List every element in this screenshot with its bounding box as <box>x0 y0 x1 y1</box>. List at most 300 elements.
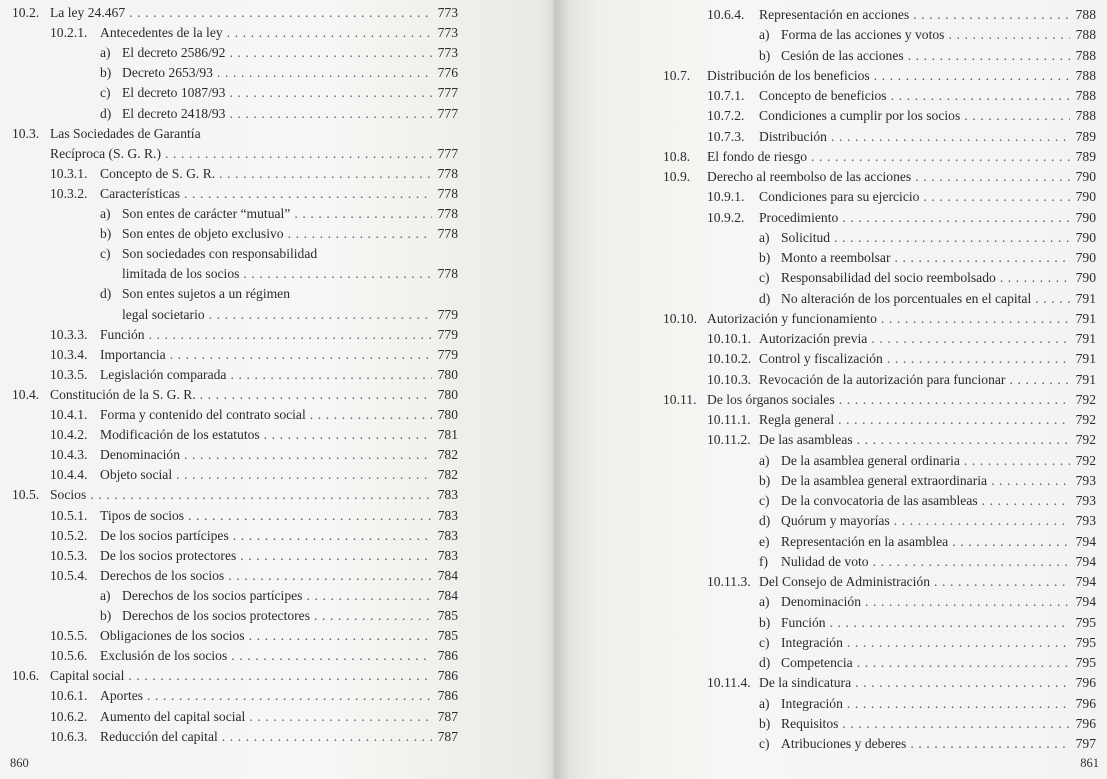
toc-entry-number: b) <box>759 472 771 488</box>
toc-entry-number: 10.9. <box>663 169 691 184</box>
toc-entry-page: 783 <box>437 547 458 563</box>
toc-entry <box>12 707 458 727</box>
toc-entry-title: Integración <box>781 634 843 650</box>
toc-leader-dots <box>831 127 1070 147</box>
toc-leader-dots <box>839 390 1070 410</box>
toc-entry-number: 10.3. <box>12 125 40 141</box>
toc-entry <box>12 566 458 586</box>
toc-entry-title: La ley 24.467 <box>50 5 126 20</box>
toc-entry-page: 773 <box>437 45 458 61</box>
toc-entry-page: 778 <box>437 266 458 282</box>
toc-entry <box>663 471 1096 491</box>
toc-entry-title: Decreto 2653/93 <box>122 65 213 81</box>
toc-entry-number: 10.6. <box>12 668 40 684</box>
toc-leader-dots <box>874 66 1070 86</box>
toc-entry <box>663 289 1096 309</box>
left-page <box>0 0 553 779</box>
toc-entry-title: El decreto 2586/92 <box>122 45 226 61</box>
toc-leader-dots <box>230 365 432 385</box>
toc-entry <box>12 727 458 747</box>
toc-entry-page: 779 <box>437 346 458 362</box>
toc-entry <box>663 329 1096 349</box>
toc-entry-page: 791 <box>1075 371 1096 387</box>
toc-entry <box>12 546 458 566</box>
toc-leader-dots <box>1000 268 1070 288</box>
toc-entry <box>663 734 1096 754</box>
toc-entry-number: 10.7.1. <box>707 88 745 103</box>
page-number-right: 861 <box>1080 756 1099 770</box>
toc-entry-title: Constitución de la S. G. R. <box>50 386 196 402</box>
toc-entry-title: Concepto de beneficios <box>759 88 887 103</box>
toc-entry-title: Recíproca (S. G. R.) <box>50 145 161 161</box>
toc-entry <box>663 592 1096 612</box>
toc-entry <box>663 106 1096 126</box>
toc-entry-page: 788 <box>1075 27 1096 43</box>
toc-entry <box>12 405 458 425</box>
toc-entry-page: 788 <box>1075 108 1096 124</box>
toc-entry-number: d) <box>100 286 112 302</box>
toc-entry <box>663 511 1096 531</box>
toc-entry-number: c) <box>759 270 770 286</box>
toc-entry <box>663 208 1096 228</box>
toc-entry-page: 791 <box>1075 351 1096 367</box>
toc-entry-number: a) <box>100 45 111 61</box>
toc-entry-title: Aumento del capital social <box>100 708 246 724</box>
toc-leader-dots <box>1035 289 1070 309</box>
toc-entry-title: Función <box>100 326 145 342</box>
toc-leader-dots <box>229 104 432 124</box>
toc-entry-page: 785 <box>437 628 458 644</box>
toc-entry <box>12 124 458 144</box>
toc-entry-title: Derechos de los socios partícipes <box>122 587 303 603</box>
toc-entry-title: legal societario <box>122 306 205 322</box>
toc-entry <box>663 410 1096 430</box>
toc-entry-page: 789 <box>1075 148 1096 164</box>
toc-entry-page: 778 <box>437 165 458 181</box>
toc-entry-page: 797 <box>1075 736 1096 751</box>
toc-entry-title: Nulidad de voto <box>781 553 869 569</box>
toc-entry <box>663 86 1096 106</box>
toc-entry-title: Exclusión de los socios <box>100 648 228 664</box>
toc-entry-number: c) <box>759 493 770 508</box>
toc-entry <box>663 694 1096 714</box>
toc-entry-page: 792 <box>1075 391 1096 407</box>
toc-leader-dots <box>894 248 1070 268</box>
toc-entry-page: 795 <box>1075 614 1096 630</box>
toc-entry-number: 10.11.2. <box>707 432 751 448</box>
toc-entry-page: 786 <box>437 668 458 684</box>
toc-entry-number: 10.11.4. <box>707 675 751 691</box>
toc-entry-title: Concepto de S. G. R. <box>100 165 216 181</box>
toc-entry-title: Son entes de objeto exclusivo <box>122 226 284 242</box>
toc-entry-page: 794 <box>1075 533 1096 549</box>
toc-entry-page: 790 <box>1075 209 1096 225</box>
toc-entry-number: 10.3.2. <box>50 185 88 201</box>
toc-leader-dots <box>847 694 1070 714</box>
toc-entry-page: 788 <box>1075 7 1096 22</box>
toc-entry-number: 10.6.3. <box>50 728 88 744</box>
toc-entry-page: 790 <box>1075 229 1096 245</box>
toc-entry-number: c) <box>100 246 111 262</box>
toc-leader-dots <box>887 349 1070 369</box>
toc-entry-title: Cesión de las acciones <box>781 47 904 63</box>
toc-leader-dots <box>842 714 1070 734</box>
toc-entry-title: Control y fiscalización <box>759 351 883 367</box>
toc-entry <box>663 228 1096 248</box>
toc-entry <box>663 430 1096 450</box>
toc-leader-dots <box>306 586 432 606</box>
toc-entry-page: 794 <box>1075 553 1096 569</box>
toc-entry <box>12 63 458 83</box>
toc-leader-dots <box>857 430 1070 450</box>
toc-leader-dots <box>964 451 1070 471</box>
toc-leader-dots <box>855 673 1070 693</box>
toc-entry <box>12 325 458 345</box>
toc-entry-number: 10.2.1. <box>50 25 88 41</box>
toc-entry <box>663 187 1096 207</box>
toc-entry-page: 790 <box>1075 169 1096 184</box>
toc-leader-dots <box>314 606 432 626</box>
toc-entry-number: 10.5.6. <box>50 648 88 664</box>
toc-leader-dots <box>147 686 432 706</box>
toc-entry-page: 783 <box>437 487 458 503</box>
toc-entry <box>663 653 1096 673</box>
toc-entry-page: 777 <box>437 85 458 101</box>
toc-entry-title: De la asamblea general extraordinaria <box>781 472 988 488</box>
toc-entry-page: 780 <box>437 386 458 402</box>
toc-leader-dots <box>229 43 432 63</box>
toc-entry-number: b) <box>100 226 112 242</box>
toc-entry-number: d) <box>759 655 771 670</box>
toc-entry-title: Monto a reembolsar <box>781 250 891 265</box>
toc-entry-title: Competencia <box>781 655 853 670</box>
toc-entry-page: 792 <box>1075 412 1096 427</box>
toc-leader-dots <box>217 63 432 83</box>
toc-entry-title: De las asambleas <box>759 432 853 448</box>
toc-entry <box>663 552 1096 572</box>
toc-entry-page: 796 <box>1075 695 1096 711</box>
toc-entry-title: Autorización y funcionamiento <box>707 310 877 326</box>
toc-entry-number: 10.2. <box>12 5 40 20</box>
toc-entry-title: Forma de las acciones y votos <box>781 27 945 43</box>
toc-leader-dots <box>891 86 1070 106</box>
toc-entry-number: 10.4.1. <box>50 407 88 422</box>
toc-entry-number: 10.9.2. <box>707 209 745 225</box>
toc-entry-page: 796 <box>1075 675 1096 691</box>
toc-entry <box>12 485 458 505</box>
toc-leader-dots <box>228 566 432 586</box>
toc-entry-title: Quórum y mayorías <box>781 513 890 529</box>
toc-entry-title: De los socios protectores <box>100 547 237 563</box>
toc-leader-dots <box>913 5 1070 25</box>
toc-entry-title: De los socios partícipes <box>100 527 229 543</box>
toc-leader-dots <box>240 546 432 566</box>
toc-leader-dots <box>865 592 1070 612</box>
toc-leader-dots <box>982 491 1070 511</box>
toc-entry-number: 10.11.1. <box>707 412 751 427</box>
toc-entry-title: Función <box>781 614 826 630</box>
toc-entry-title: Forma y contenido del contrato social <box>100 407 306 422</box>
toc-entry <box>12 586 458 606</box>
toc-leader-dots <box>184 445 432 465</box>
toc-entry <box>12 385 458 405</box>
toc-entry-page: 778 <box>437 185 458 201</box>
toc-entry-page: 780 <box>437 366 458 382</box>
toc-entry-page: 776 <box>437 65 458 81</box>
toc-entry-number: e) <box>759 533 770 549</box>
toc-entry-title: Legislación comparada <box>100 366 227 382</box>
toc-entry-number: 10.4.4. <box>50 467 88 483</box>
toc-entry <box>663 25 1096 45</box>
toc-entry-page: 788 <box>1075 67 1096 83</box>
toc-entry-page: 782 <box>437 467 458 483</box>
toc-leader-dots <box>231 646 432 666</box>
toc-entry-page: 780 <box>437 407 458 422</box>
toc-entry <box>12 365 458 385</box>
toc-leader-dots <box>243 264 432 284</box>
toc-entry-page: 790 <box>1075 189 1096 205</box>
right-page <box>553 0 1107 779</box>
toc-entry-number: b) <box>759 250 771 265</box>
toc-entry-number: 10.10.2. <box>707 351 752 367</box>
toc-leader-dots <box>857 653 1070 673</box>
toc-entry-page: 778 <box>437 226 458 242</box>
toc-leader-dots <box>830 613 1070 633</box>
toc-entry-number: 10.11.3. <box>707 574 751 589</box>
toc-entry-page: 795 <box>1075 655 1096 670</box>
toc-leader-dots <box>249 626 432 646</box>
toc-entry <box>12 345 458 365</box>
toc-entry-number: a) <box>759 695 770 711</box>
toc-entry <box>12 606 458 626</box>
toc-entry-page: 786 <box>437 648 458 664</box>
toc-entry-number: 10.5.2. <box>50 527 88 543</box>
toc-entry-page: 789 <box>1075 128 1096 144</box>
toc-entry-page: 785 <box>437 608 458 623</box>
toc-entry-page: 779 <box>437 326 458 342</box>
toc-leader-dots <box>881 309 1070 329</box>
toc-entry <box>12 104 458 124</box>
toc-entry-page: 777 <box>437 105 458 121</box>
toc-entry <box>663 491 1096 511</box>
toc-entry <box>663 572 1096 592</box>
toc-entry <box>12 244 458 264</box>
toc-entry <box>12 646 458 666</box>
toc-leader-dots <box>964 106 1070 126</box>
toc-entry-page: 794 <box>1075 594 1096 610</box>
toc-leader-dots <box>811 147 1070 167</box>
toc-leader-dots <box>948 25 1070 45</box>
toc-leader-dots <box>908 46 1070 66</box>
toc-leader-dots <box>288 224 432 244</box>
toc-entry <box>12 184 458 204</box>
toc-entry-page: 788 <box>1075 47 1096 63</box>
toc-entry-title: Las Sociedades de Garantía <box>50 125 201 141</box>
toc-entry-title: El decreto 2418/93 <box>122 105 226 121</box>
toc-leader-dots <box>834 228 1070 248</box>
toc-entry <box>663 127 1096 147</box>
toc-entry <box>663 633 1096 653</box>
toc-entry-title: Distribución de los beneficios <box>707 67 870 83</box>
toc-entry-title: Importancia <box>100 346 166 362</box>
toc-entry-title: Condiciones a cumplir por los socios <box>759 108 961 124</box>
toc-leader-dots <box>209 305 432 325</box>
toc-entry-title: De los órganos sociales <box>707 391 835 407</box>
toc-entry-number: 10.8. <box>663 148 691 164</box>
toc-entry <box>663 5 1096 25</box>
toc-entry <box>663 370 1096 390</box>
toc-entry <box>12 284 458 304</box>
toc-entry-number: a) <box>759 27 770 43</box>
toc-leader-dots <box>249 707 432 727</box>
toc-leader-dots <box>934 572 1070 592</box>
toc-entry-number: d) <box>759 290 771 306</box>
toc-entry-title: No alteración de los porcentuales en el capital <box>781 290 1032 306</box>
toc-entry <box>663 349 1096 369</box>
toc-entry <box>663 66 1096 86</box>
toc-entry-title: Representación en la asamblea <box>781 533 949 549</box>
toc-entry-page: 784 <box>437 567 458 583</box>
toc-entry-page: 783 <box>437 527 458 543</box>
toc-entry <box>12 305 458 325</box>
toc-entry-title: Atribuciones y deberes <box>781 736 907 751</box>
toc-entry-title: Características <box>100 185 181 201</box>
toc-entry-title: De la sindicatura <box>759 675 852 691</box>
toc-entry <box>12 465 458 485</box>
toc-entry-page: 786 <box>437 688 458 704</box>
toc-entry-number: 10.3.1. <box>50 165 88 181</box>
toc-leader-dots <box>149 325 432 345</box>
toc-leader-dots <box>910 734 1070 754</box>
toc-leader-dots <box>847 633 1070 653</box>
toc-entry-title: Autorización previa <box>759 331 868 346</box>
toc-entry-number: b) <box>100 608 112 623</box>
toc-leader-dots <box>184 184 432 204</box>
toc-entry-title: Responsabilidad del socio reembolsado <box>781 270 996 286</box>
toc-entry-page: 793 <box>1075 513 1096 529</box>
toc-entry <box>12 144 458 164</box>
toc-entry-number: 10.6.1. <box>50 688 88 704</box>
toc-entry-number: 10.7.2. <box>707 108 745 124</box>
toc-entry-title: Denominación <box>781 594 862 610</box>
toc-entry-title: Aportes <box>100 688 144 704</box>
toc-entry-number: 10.5. <box>12 487 40 503</box>
toc-entry-number: a) <box>759 452 770 468</box>
toc-entry-page: 778 <box>437 206 458 221</box>
toc-leader-dots <box>128 666 432 686</box>
toc-entry <box>12 23 458 43</box>
toc-entry-title: Procedimiento <box>759 209 839 225</box>
toc-entry-title: Requisitos <box>781 715 839 731</box>
toc-entry-title: Regla general <box>759 412 835 427</box>
toc-leader-dots <box>90 485 432 505</box>
toc-entry-title: limitada de los socios <box>122 266 240 282</box>
toc-entry-page: 790 <box>1075 270 1096 286</box>
toc-leader-dots <box>873 552 1070 572</box>
toc-entry-page: 781 <box>437 427 458 443</box>
toc-leader-dots <box>264 425 432 445</box>
toc-leader-dots <box>923 187 1070 207</box>
toc-entry-title: Derechos de los socios protectores <box>122 608 310 623</box>
toc-entry-number: 10.7. <box>663 67 691 83</box>
toc-entry-page: 794 <box>1075 574 1096 589</box>
toc-entry-title: Son sociedades con responsabilidad <box>122 246 318 262</box>
toc-entry-title: De la convocatoria de las asambleas <box>781 493 978 508</box>
toc-entry-number: 10.5.1. <box>50 507 88 523</box>
toc-entry-title: Tipos de socios <box>100 507 185 523</box>
toc-entry-title: Modificación de los estatutos <box>100 427 260 443</box>
toc-entry-page: 790 <box>1075 250 1096 265</box>
toc-entry-number: a) <box>759 594 770 610</box>
toc-entry-title: Socios <box>50 487 87 503</box>
toc-entry-number: d) <box>759 513 771 529</box>
toc-leader-dots <box>952 532 1070 552</box>
toc-entry <box>663 532 1096 552</box>
toc-leader-dots <box>1009 370 1070 390</box>
toc-entry-title: De la asamblea general ordinaria <box>781 452 960 468</box>
toc-leader-dots <box>915 167 1070 187</box>
toc-entry-page: 791 <box>1075 331 1096 346</box>
toc-entry-title: Representación en acciones <box>759 7 910 22</box>
toc-entry-number: 10.4.2. <box>50 427 88 443</box>
toc-entry-number: 10.5.5. <box>50 628 88 644</box>
toc-entry-title: Objeto social <box>100 467 173 483</box>
toc-entry-title: Capital social <box>50 668 125 684</box>
toc-entry-page: 792 <box>1075 452 1096 468</box>
toc-entry <box>12 164 458 184</box>
toc-entry-number: f) <box>759 553 769 569</box>
toc-entry-number: c) <box>100 85 111 101</box>
toc-entry <box>663 167 1096 187</box>
toc-entry-number: 10.4. <box>12 386 40 402</box>
toc-entry-number: c) <box>759 736 770 751</box>
toc-leader-dots <box>310 405 432 425</box>
toc-entry-number: b) <box>759 614 771 630</box>
toc-entry-title: Derechos de los socios <box>100 567 225 583</box>
toc-entry-number: a) <box>100 206 111 221</box>
toc-entry-page: 791 <box>1075 290 1096 306</box>
toc-entry-title: El decreto 1087/93 <box>122 85 226 101</box>
toc-entry-number: b) <box>759 715 771 731</box>
toc-entry-number: a) <box>759 229 770 245</box>
toc-entry-title: Solicitud <box>781 229 831 245</box>
toc-entry-number: b) <box>759 47 771 63</box>
toc-entry-page: 796 <box>1075 715 1096 731</box>
toc-entry <box>12 526 458 546</box>
toc-entry-number: 10.5.4. <box>50 567 88 583</box>
toc-entry-number: 10.5.3. <box>50 547 88 563</box>
toc-entry <box>663 147 1096 167</box>
toc-entry <box>663 248 1096 268</box>
toc-entry-page: 793 <box>1075 472 1096 488</box>
toc-entry-title: Derecho al reembolso de las acciones <box>707 169 912 184</box>
toc-leader-dots <box>842 208 1070 228</box>
toc-entry-page: 795 <box>1075 634 1096 650</box>
toc-entry-page: 787 <box>437 708 458 724</box>
toc-leader-dots <box>200 385 432 405</box>
toc-entry <box>12 224 458 244</box>
toc-leader-dots <box>219 164 432 184</box>
toc-entry-title: Revocación de la autorización para funcionar <box>759 371 1006 387</box>
toc-entry-number: 10.7.3. <box>707 128 745 144</box>
toc-entry <box>12 264 458 284</box>
toc-entry-title: Denominación <box>100 447 181 463</box>
toc-entry-number: 10.4.3. <box>50 447 88 463</box>
toc-entry <box>12 686 458 706</box>
toc-leader-dots <box>838 410 1070 430</box>
toc-entry-number: a) <box>100 587 111 603</box>
toc-entry-page: 787 <box>437 728 458 744</box>
